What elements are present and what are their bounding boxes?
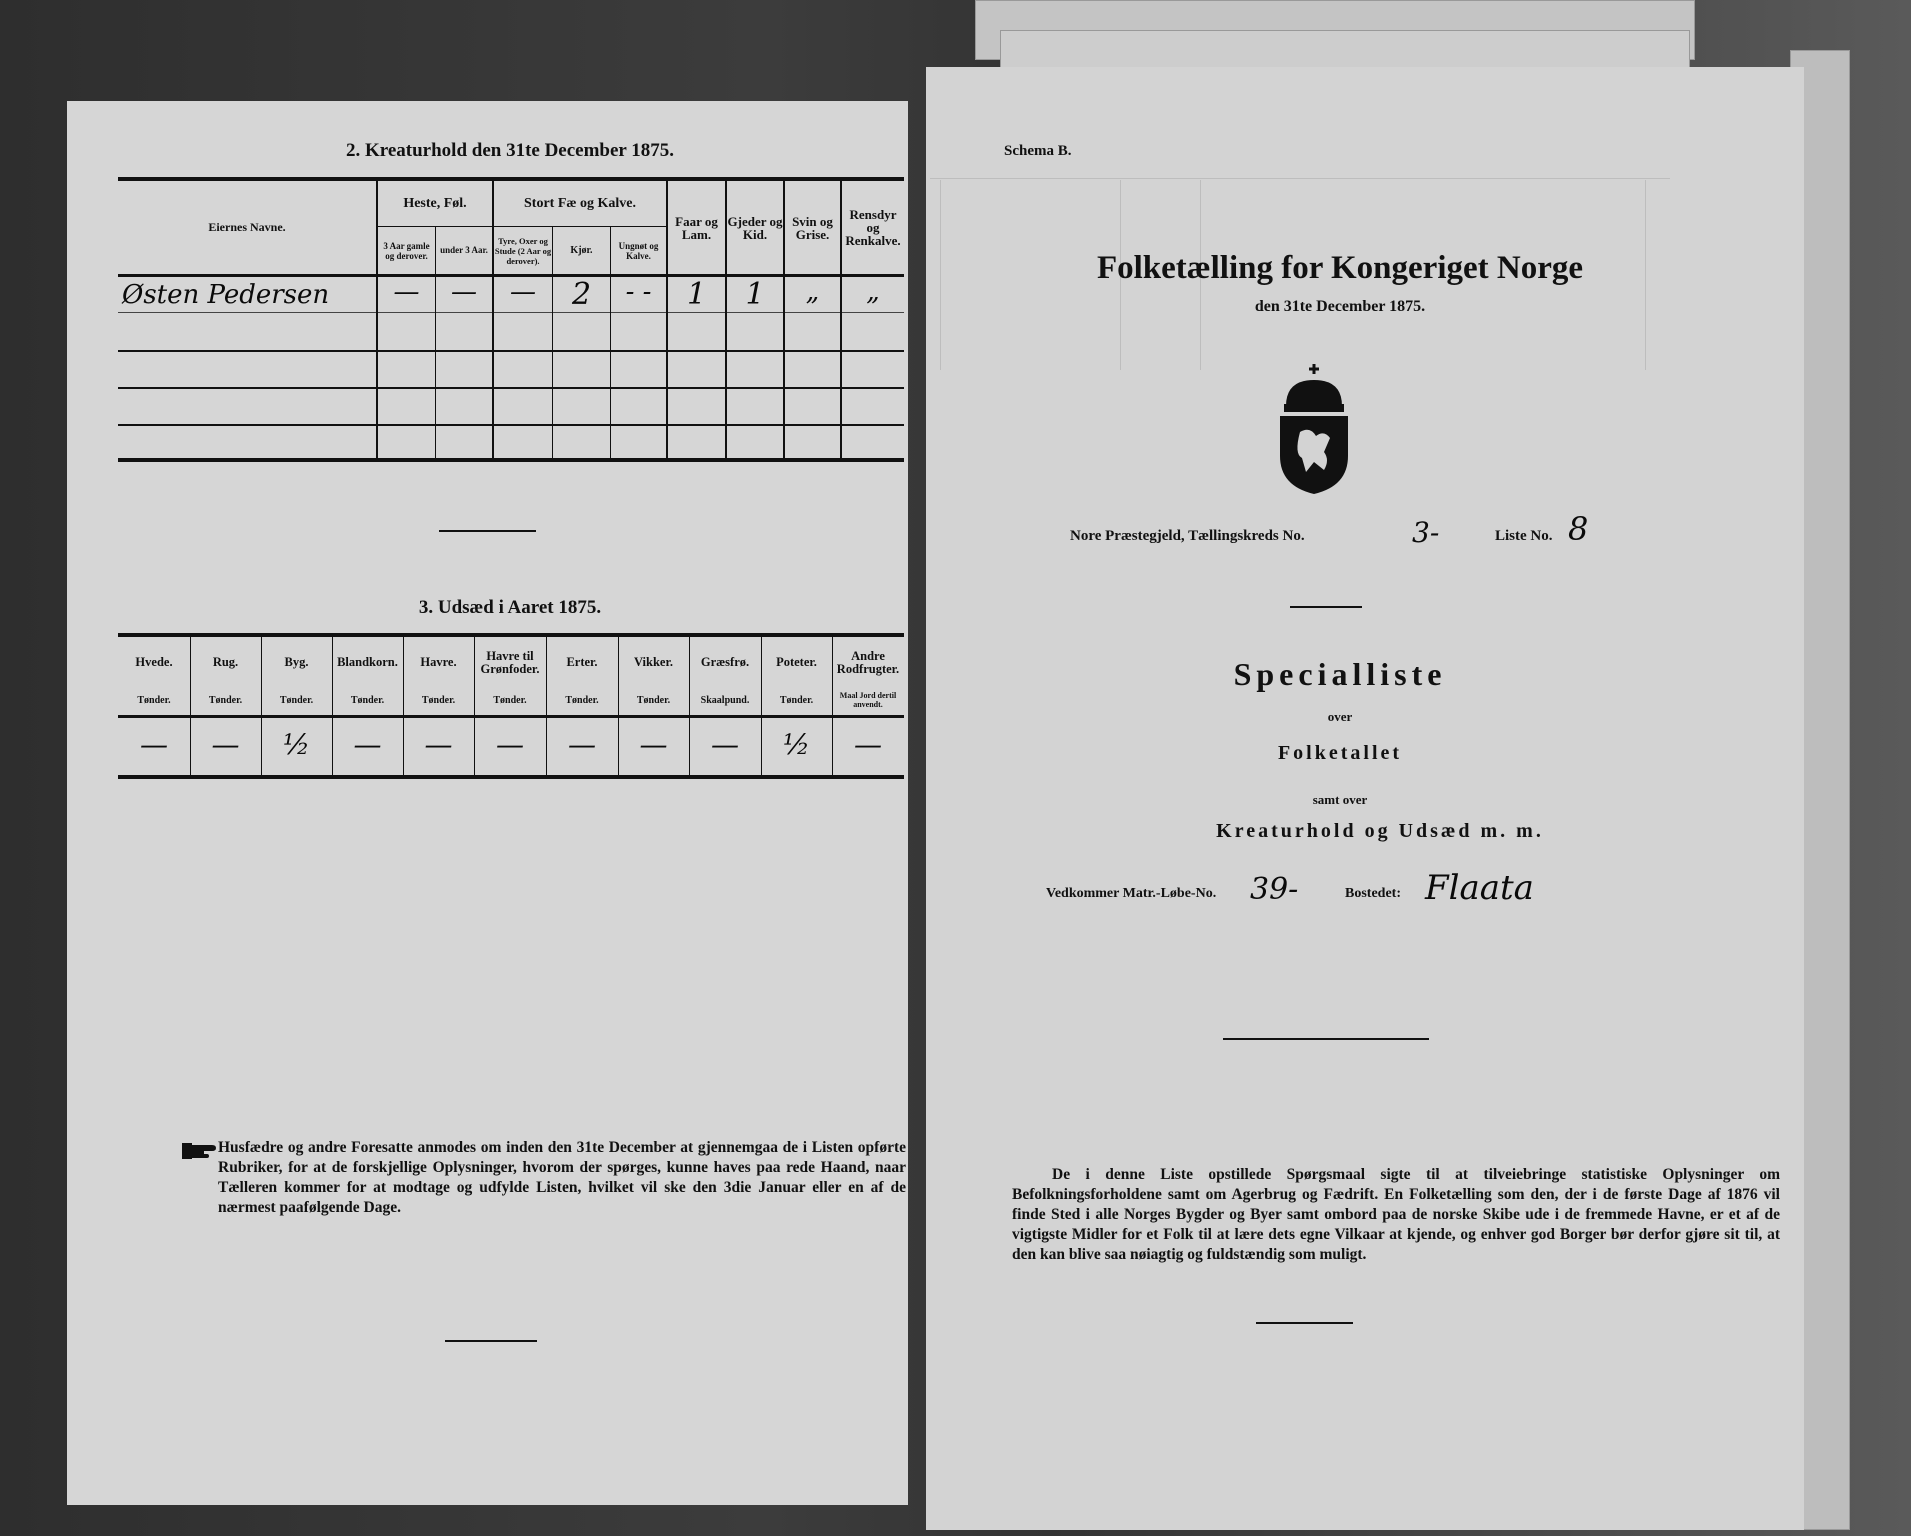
header-horses-old: 3 Aar gamle og derover. (383, 240, 430, 261)
kreaturhold-text: Kreaturhold og Udsæd m. m. (1216, 820, 1544, 842)
header-young-cattle: Ungnøt og Kalve. (618, 240, 659, 261)
header-bulls: Tyre, Oxer og Stude (2 Aar og derover). (494, 235, 552, 266)
value-horses-old: — (393, 277, 420, 307)
crop-header: Vikker. (633, 655, 673, 669)
header-reindeer: Rensdyr og Renkalve. (845, 207, 901, 248)
list-number: 8 (1568, 510, 1589, 548)
value-young-cattle: - - (625, 277, 652, 307)
owner-name: Østen Pedersen (122, 280, 330, 310)
list-label: Liste No. (1495, 528, 1553, 544)
crop-unit: Tønder. (779, 694, 814, 706)
divider (439, 530, 536, 532)
matr-label: Vedkommer Matr.-Løbe-No. (1046, 886, 1217, 901)
header-owner: Eiernes Navne. (208, 220, 286, 234)
crop-unit: Skaalpund. (700, 694, 750, 706)
crop-header: Rug. (212, 655, 239, 669)
over-text: over (1327, 709, 1353, 724)
explanation-paragraph: De i denne Liste opstillede Spørgsmaal sigte til at tilveiebringe statistiske Oplysninger om Befolkningsforholdene samt om Agerbrug og Fædrift. En Folketælling som den, der i de første Dage af 1876 vil finde Sted i alle Norges Bygder og Byer samt ombord paa de norske Skibe ude i de fremmede Havne, er et af de vigtigste Midler for et Folk til at lære dets egne Vilkaar at kjende, og enhver god Borger bør derfor gjøre sit til, at den kan blive saa nøiagtig og fuldstændig som muligt. (1012, 1166, 1780, 1263)
samt-over-text: samt over (1312, 792, 1368, 807)
crop-unit: Tønder. (421, 694, 456, 706)
value-pigs: „ (805, 277, 820, 307)
specialliste-heading: Specialliste (1233, 656, 1447, 692)
crop-unit: Tønder. (565, 694, 599, 706)
census-title: Folketælling for Kongeriget Norge (1096, 250, 1584, 286)
crop-unit: Tønder. (279, 694, 314, 706)
crop-unit: Tønder. (350, 694, 385, 706)
crop-value: — (639, 728, 668, 761)
header-sheep: Faar og Lam. (675, 213, 718, 242)
census-date: den 31te December 1875. (1254, 298, 1426, 315)
crop-unit: Tønder. (137, 694, 171, 706)
crop-header: Byg. (284, 655, 309, 669)
crop-header: Poteter. (776, 655, 817, 669)
value-sheep: 1 (686, 277, 707, 312)
crop-value: — (854, 728, 882, 761)
notice-text: Husfædre og andre Foresatte anmodes om inden den 31te December at gjennemgaa de i Listen opførte Rubriker, for at de forskjellige Oplysninger, hvorom der spørges, kunne haves paa rede Haand, naar Tælleren kommer for at modtage og udfylde Listen, hvilket vil ske den 3die Januar eller en af de nærmest paafølgende Dage. (218, 1139, 906, 1216)
crop-value: — (211, 728, 240, 761)
section2-title: 2. Kreaturhold den 31te December 1875. (345, 140, 675, 161)
pointing-hand-icon (182, 1141, 212, 1159)
value-goats: 1 (745, 277, 765, 312)
crop-header: Erter. (566, 655, 598, 669)
crop-value: — (568, 728, 596, 761)
matr-number: 39- (1250, 872, 1299, 907)
header-horses-young: under 3 Aar. (440, 245, 488, 255)
divider (1256, 1322, 1353, 1324)
crop-unit: Tønder. (493, 694, 527, 706)
divider (1223, 1038, 1429, 1040)
crop-value: — (496, 728, 524, 761)
value-cows: 2 (571, 277, 592, 312)
crop-header: Hvede. (135, 655, 173, 669)
crop-value: — (353, 728, 382, 761)
crop-header: Havre til Grønfoder. (480, 648, 540, 676)
crop-header: Andre Rodfrugter. (836, 648, 900, 676)
crop-unit: Maal Jord dertil anvendt. (839, 691, 897, 709)
crop-header: Havre. (420, 655, 457, 669)
header-horses: Heste, Føl. (403, 196, 467, 211)
value-bulls: — (510, 277, 536, 307)
crop-value: ½ (782, 728, 811, 761)
value-reindeer: „ (866, 277, 880, 307)
value-horses-young: — (451, 277, 477, 307)
folketallet-text: Folketallet (1277, 742, 1403, 764)
crop-header: Blandkorn. (337, 655, 398, 669)
crop-value: — (140, 728, 168, 761)
divider (445, 1340, 537, 1342)
header-goats: Gjeder og Kid. (727, 213, 783, 242)
section3-title: 3. Udsæd i Aaret 1875. (418, 597, 602, 618)
crop-unit: Tønder. (636, 694, 671, 706)
crop-value: ½ (282, 728, 311, 761)
header-cattle: Stort Fæ og Kalve. (524, 196, 636, 211)
bosted-label: Bostedet: (1345, 886, 1401, 901)
bosted-value: Flaata (1425, 868, 1534, 908)
parish-label: Nore Præstegjeld, Tællingskreds No. (1070, 528, 1305, 544)
crop-unit: Tønder. (208, 694, 243, 706)
crop-value: — (711, 728, 739, 761)
schema-label: Schema B. (1004, 143, 1072, 159)
divider (1290, 606, 1362, 608)
header-pigs: Svin og Grise. (792, 213, 833, 242)
crop-value: — (424, 728, 453, 761)
header-cows: Kjør. (570, 245, 593, 256)
crop-header: Græsfrø. (700, 655, 750, 669)
district-number: 3- (1412, 516, 1440, 549)
coat-of-arms-icon (1272, 362, 1356, 496)
